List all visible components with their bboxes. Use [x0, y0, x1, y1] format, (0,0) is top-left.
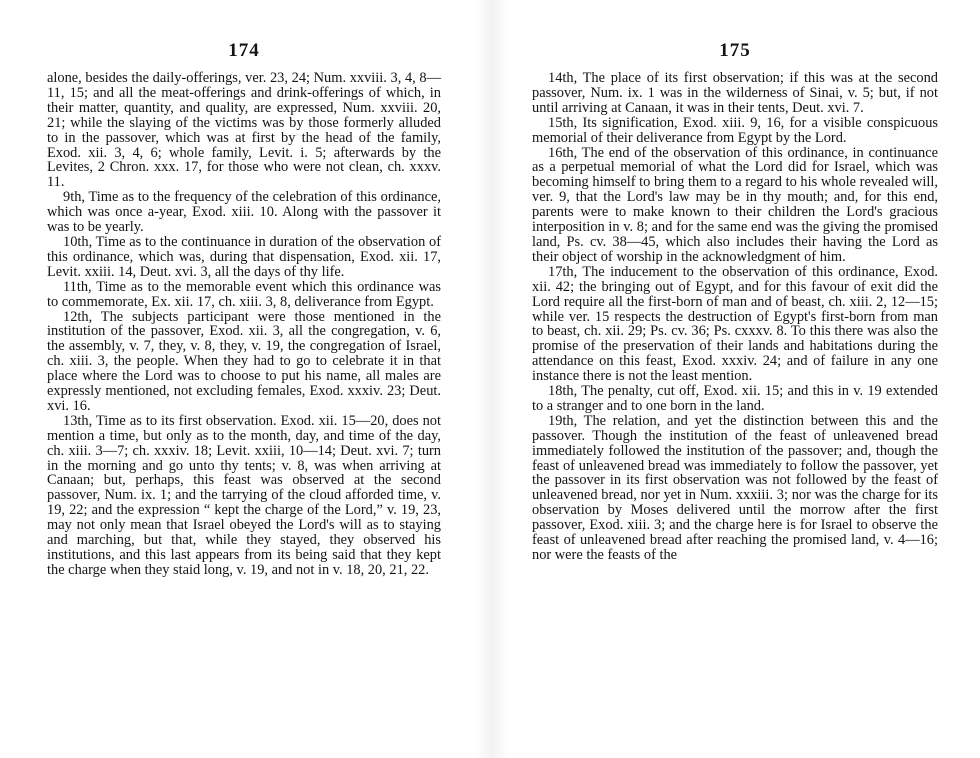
paragraph: 12th, The subjects participant were those mentioned in the institution of the passover, Exod. xii. 3, all the congregation, v. 6, the assembly, v. 7, they, v. 8, they, v. 19, the congregation of Israel, ch. xiii. 3, the people. When they had to go to celebrate it in that place where the Lord was to choose to put his name, all males are expressly mentioned, not excluding females, Exod. xxxiv. 23; Deut. xvi. 16. — [47, 308, 441, 414]
paragraph: 9th, Time as to the frequency of the celebration of this ordinance, which was once a-year, Exod. xiii. 10. Along with the passover it was to be yearly. — [47, 189, 441, 236]
paragraph: 11th, Time as to the memorable event which this ordinance was to commemorate, Ex. xii. 17, ch. xiii. 3, 8, deliverance from Egypt. — [47, 278, 441, 310]
page-number: 175 — [719, 40, 751, 61]
page-body — [47, 71, 441, 578]
book-gutter — [474, 0, 510, 758]
paragraph: 17th, The inducement to the observation of this ordinance, Exod. xii. 42; the bringing out of Egypt, and for this favour of exit did the Lord require all the first-born of man and of beast, ch. xiii. 2, 12—15; while ver. 15 respects the destruction of Egypt's first-born from man to beast, ch. xii. 29; Ps. cv. 36; Ps. cxxxv. 8. To this there was also the promise of the preservation of their lands and habitations during the attendance on this feast, Exod. xxxiv. 24; and of failure in any one instance there is not the least mention. — [532, 263, 938, 385]
paragraph: 19th, The relation, and yet the distinction between this and the passover. Though the institution of the feast of unleavened bread immediately followed the institution of the passover; and, though the feast of unleavened bread was immediately to follow the passover, yet the passover in its first observation was not followed by the feast of unleavened bread, nor yet in Num. xxxiii. 3; nor was the charge for its observation by Moses delivered until the morrow after the first passover, Exod. xiii. 3; and the charge here is for Israel to observe the feast of unleavened bread after reaching the promised land, v. 4—16; nor were the feasts of the — [532, 412, 938, 563]
paragraph: 16th, The end of the observation of this ordinance, in continuance as a perpetual memorial of what the Lord did for Israel, which was becoming himself to bring them to a regard to his whole revealed will, ver. 9, that the Lord's law may be in thy mouth; and, for this end, parents were to make known to their children the Lord's gracious interposition in v. 8; and for the same end was the giving the promised land, Ps. cv. 38—45, which also includes their having the Lord as their object of worship in the acknowledgment of him. — [532, 144, 938, 265]
paragraph: 10th, Time as to the continuance in duration of the observation of this ordinance, which was, during that dispensation, Exod. xii. 17, Levit. xxiii. 14, Deut. xvi. 3, all the days of thy life. — [47, 233, 441, 280]
paragraph: 15th, Its signification, Exod. xiii. 9, 16, for a visible conspicuous memorial of their deliverance from Egypt by the Lord. — [532, 114, 938, 146]
paragraph: 14th, The place of its first observation; if this was at the second passover, Num. ix. 1 was in the wilderness of Sinai, v. 5; but, if not until arriving at Canaan, it was in their tents, Deut. xvi. 7. — [532, 70, 938, 116]
paragraph: 13th, Time as to its first observation. Exod. xii. 15—20, does not mention a time, but only as to the month, day, and time of the day, ch. xiii. 3—7; ch. xxxiv. 18; Levit. xxiii, 10—14; Deut. xvi. 7; turn in the morning and go unto thy tents; v. 8, was when arriving at Canaan; but, perhaps, this feast was observed at the second passover, Num. ix. 1; and the tarrying of the cloud afforded time, v. 19, 22; and the expression “ kept the charge of the Lord,” v. 19, 23, may not only mean that Israel obeyed the Lord's will as to staying and marching, but that, while they stayed, they observed his institutions, and this last appears from its being said that they kept the charge when they staid long, v. 19, and not in v. 18, 20, 21, 22. — [47, 412, 441, 578]
page-body — [532, 71, 938, 563]
paragraph: alone, besides the daily-offerings, ver. 23, 24; Num. xxviii. 3, 4, 8—11, 15; and all the meat-offerings and drink-offerings of which, in their matter, quantity, and quality, are expressed, Num. xxviii. 20, 21; while the slaying of the victims was by those formerly alluded to in the passover, which was at first by the head of the family, Exod. xii. 3, 4, 6; whole family, Levit. i. 5; afterwards by the Levites, 2 Chron. xxx. 17, for those who were not clean, ch. xxxv. 11. — [47, 70, 441, 191]
paragraph: 18th, The penalty, cut off, Exod. xii. 15; and this in v. 19 extended to a stranger and to one born in the land. — [532, 383, 938, 414]
page-number: 174 — [228, 40, 260, 61]
